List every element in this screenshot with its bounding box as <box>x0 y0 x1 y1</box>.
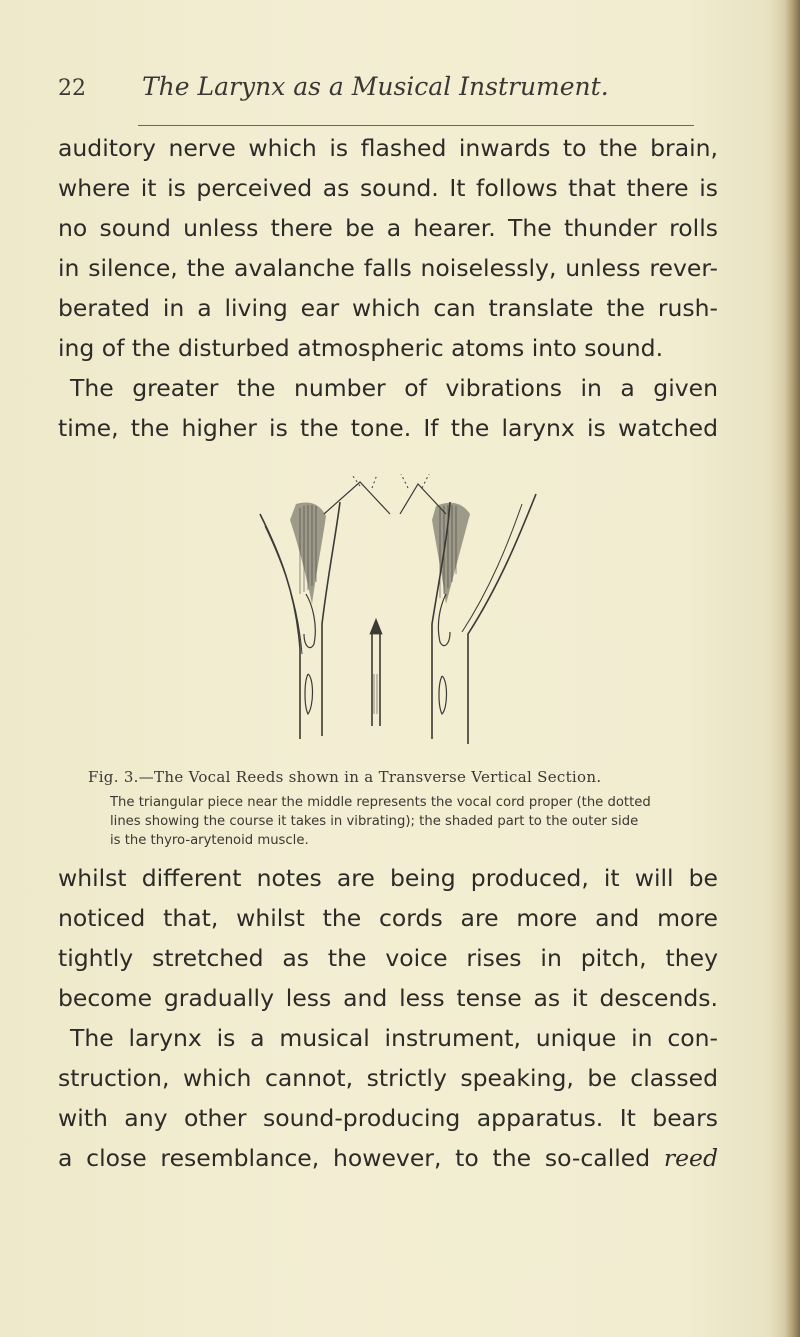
caption-line: is the thyro-arytenoid muscle. <box>110 833 309 848</box>
text-line: with any other sound-producing apparatus. It bears <box>58 1104 718 1132</box>
page-edge-shadow <box>784 0 800 1337</box>
vocal-reeds-illustration <box>240 474 550 756</box>
text-line: become gradually less and less tense as it descends. <box>58 984 718 1012</box>
paragraph-top <box>58 128 718 448</box>
final-line-text: a close resemblance, however, to the so-called <box>58 1144 651 1172</box>
left-vocal-cord <box>324 482 390 514</box>
caption-line: lines showing the course it takes in vibrating); the shaded part to the outer side <box>110 814 639 829</box>
text-line: tightly stretched as the voice rises in pitch, they <box>58 944 718 972</box>
paragraph-bottom <box>58 858 718 1178</box>
running-title: The Larynx as a Musical Instrument. <box>142 72 609 101</box>
text-line: The greater the number of vibrations in a given <box>70 374 718 402</box>
figure-caption-title: Fig. 3.—The Vocal Reeds shown in a Transverse Vertical Section. <box>88 768 602 786</box>
caption-line: The triangular piece near the middle represents the vocal cord proper (the dotted <box>110 795 651 810</box>
text-line: in silence, the avalanche falls noiselessly, unless rever- <box>58 254 718 282</box>
page-header <box>58 72 738 116</box>
text-line: noticed that, whilst the cords are more and more <box>58 904 718 932</box>
text-line: struction, which cannot, strictly speaking, be classed <box>58 1064 718 1092</box>
text-line: time, the higher is the tone. If the larynx is watched <box>58 414 718 442</box>
text-line: auditory nerve which is flashed inwards to the brain, <box>58 134 718 162</box>
figure-caption-text <box>110 793 730 850</box>
italic-word-reed: reed <box>663 1144 718 1172</box>
header-rule <box>138 125 694 126</box>
right-outer-wall <box>468 494 536 744</box>
text-line: The larynx is a musical instrument, unique in con- <box>70 1024 718 1052</box>
text-line: ing of the disturbed atmospheric atoms into sound. <box>58 334 664 362</box>
page-number: 22 <box>58 76 86 101</box>
text-line: whilst different notes are being produced, it will be <box>58 864 718 892</box>
text-line: berated in a living ear which can translate the rush- <box>58 294 718 322</box>
left-outer-wall <box>260 514 300 739</box>
text-line: where it is perceived as sound. It follows that there is <box>58 174 718 202</box>
text-line: no sound unless there be a hearer. The thunder rolls <box>58 214 718 242</box>
text-line-final <box>58 1138 718 1178</box>
left-inner-wall <box>322 502 340 736</box>
